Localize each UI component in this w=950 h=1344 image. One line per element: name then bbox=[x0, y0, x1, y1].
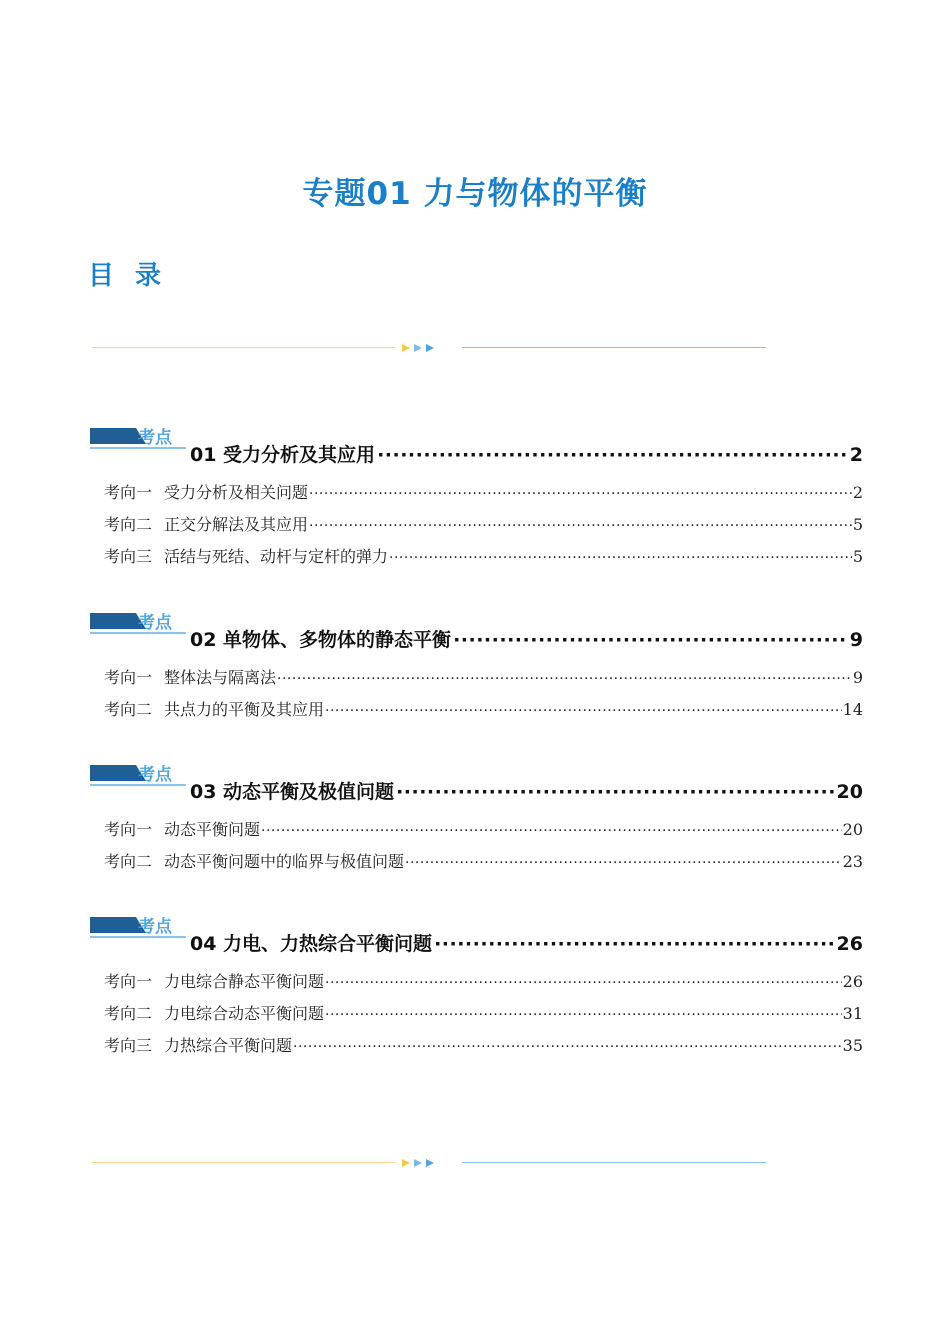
dot-leader bbox=[261, 823, 842, 839]
entry-page-number: 2 bbox=[852, 483, 863, 502]
toc-page-number: 20 bbox=[836, 781, 863, 803]
entry-label: 考向一 bbox=[104, 668, 153, 687]
toc-entry[interactable] bbox=[104, 512, 863, 536]
divider-line-left bbox=[92, 1162, 395, 1163]
entry-text: 受力分析及相关问题 bbox=[164, 483, 309, 502]
entry-text: 共点力的平衡及其应用 bbox=[164, 700, 325, 719]
entry-page-number: 31 bbox=[842, 1004, 863, 1023]
divider-arrows-icon bbox=[402, 1157, 438, 1169]
entry-page-number: 26 bbox=[842, 972, 863, 991]
dot-leader bbox=[309, 518, 852, 534]
page-title: 专题01 力与物体的平衡 bbox=[302, 176, 648, 212]
toc-entry-heading[interactable] bbox=[190, 440, 863, 468]
toc-page-number: 2 bbox=[849, 444, 863, 466]
entry-text: 动态平衡问题 bbox=[164, 820, 261, 839]
dot-leader bbox=[277, 671, 852, 687]
toc-page-number: 9 bbox=[849, 629, 863, 651]
entry-page-number: 9 bbox=[852, 668, 863, 687]
kaodian-badge-icon bbox=[90, 426, 186, 454]
dot-leader bbox=[325, 703, 842, 719]
entry-text: 力热综合平衡问题 bbox=[164, 1036, 293, 1055]
svg-text:考点: 考点 bbox=[138, 613, 172, 633]
svg-text:考点: 考点 bbox=[138, 917, 172, 937]
entry-text: 力电综合静态平衡问题 bbox=[164, 972, 325, 991]
toc-entry[interactable] bbox=[104, 544, 863, 568]
entry-page-number: 23 bbox=[842, 852, 863, 871]
kaodian-badge-icon bbox=[90, 763, 186, 791]
entry-label: 考向一 bbox=[104, 972, 153, 991]
toc-page-number: 26 bbox=[836, 933, 863, 955]
entry-page-number: 5 bbox=[852, 547, 863, 566]
divider-line-right bbox=[462, 1162, 766, 1163]
toc-heading-text: 04 力电、力热综合平衡问题 bbox=[190, 933, 433, 955]
dot-leader bbox=[389, 550, 852, 566]
entry-page-number: 20 bbox=[842, 820, 863, 839]
svg-text:考点: 考点 bbox=[138, 428, 172, 448]
toc-entry[interactable] bbox=[104, 969, 863, 993]
toc-heading-text: 01 受力分析及其应用 bbox=[190, 444, 376, 466]
entry-page-number: 5 bbox=[852, 515, 863, 534]
toc-entry-heading[interactable] bbox=[190, 929, 863, 957]
entry-text: 活结与死结、动杆与定杆的弹力 bbox=[164, 547, 389, 566]
entry-label: 考向一 bbox=[104, 483, 153, 502]
dot-leader bbox=[325, 975, 842, 991]
toc-heading-text: 03 动态平衡及极值问题 bbox=[190, 781, 395, 803]
toc-entry[interactable] bbox=[104, 1001, 863, 1025]
divider-arrows-icon bbox=[402, 342, 438, 354]
dot-leader bbox=[377, 444, 848, 466]
kaodian-badge-icon bbox=[90, 611, 186, 639]
entry-text: 动态平衡问题中的临界与极值问题 bbox=[164, 852, 405, 871]
entry-page-number: 14 bbox=[842, 700, 863, 719]
entry-text: 正交分解法及其应用 bbox=[164, 515, 309, 534]
bottom-divider bbox=[92, 1157, 766, 1169]
dot-leader bbox=[293, 1039, 842, 1055]
dot-leader bbox=[309, 486, 852, 502]
dot-leader bbox=[434, 933, 834, 955]
toc-heading: 目 录 bbox=[88, 261, 168, 291]
dot-leader bbox=[325, 1007, 842, 1023]
entry-label: 考向二 bbox=[104, 1004, 153, 1023]
entry-label: 考向一 bbox=[104, 820, 153, 839]
entry-label: 考向二 bbox=[104, 700, 153, 719]
toc-entry-heading[interactable] bbox=[190, 625, 863, 653]
toc-entry[interactable] bbox=[104, 665, 863, 689]
toc-heading-text: 02 单物体、多物体的静态平衡 bbox=[190, 629, 452, 651]
entry-label: 考向三 bbox=[104, 1036, 153, 1055]
entry-label: 考向三 bbox=[104, 547, 153, 566]
toc-entry[interactable] bbox=[104, 1033, 863, 1057]
entry-label: 考向二 bbox=[104, 852, 153, 871]
toc-entry[interactable] bbox=[104, 480, 863, 504]
divider-line-right bbox=[462, 347, 766, 348]
entry-label: 考向二 bbox=[104, 515, 153, 534]
top-divider bbox=[92, 342, 766, 354]
entry-text: 整体法与隔离法 bbox=[164, 668, 277, 687]
toc-entry[interactable] bbox=[104, 697, 863, 721]
entry-page-number: 35 bbox=[842, 1036, 863, 1055]
dot-leader bbox=[453, 629, 848, 651]
divider-line-left bbox=[92, 347, 395, 348]
entry-text: 力电综合动态平衡问题 bbox=[164, 1004, 325, 1023]
dot-leader bbox=[405, 855, 842, 871]
toc-entry-heading[interactable] bbox=[190, 777, 863, 805]
svg-text:考点: 考点 bbox=[138, 765, 172, 785]
dot-leader bbox=[396, 781, 834, 803]
toc-entry[interactable] bbox=[104, 849, 863, 873]
kaodian-badge-icon bbox=[90, 915, 186, 943]
toc-entry[interactable] bbox=[104, 817, 863, 841]
